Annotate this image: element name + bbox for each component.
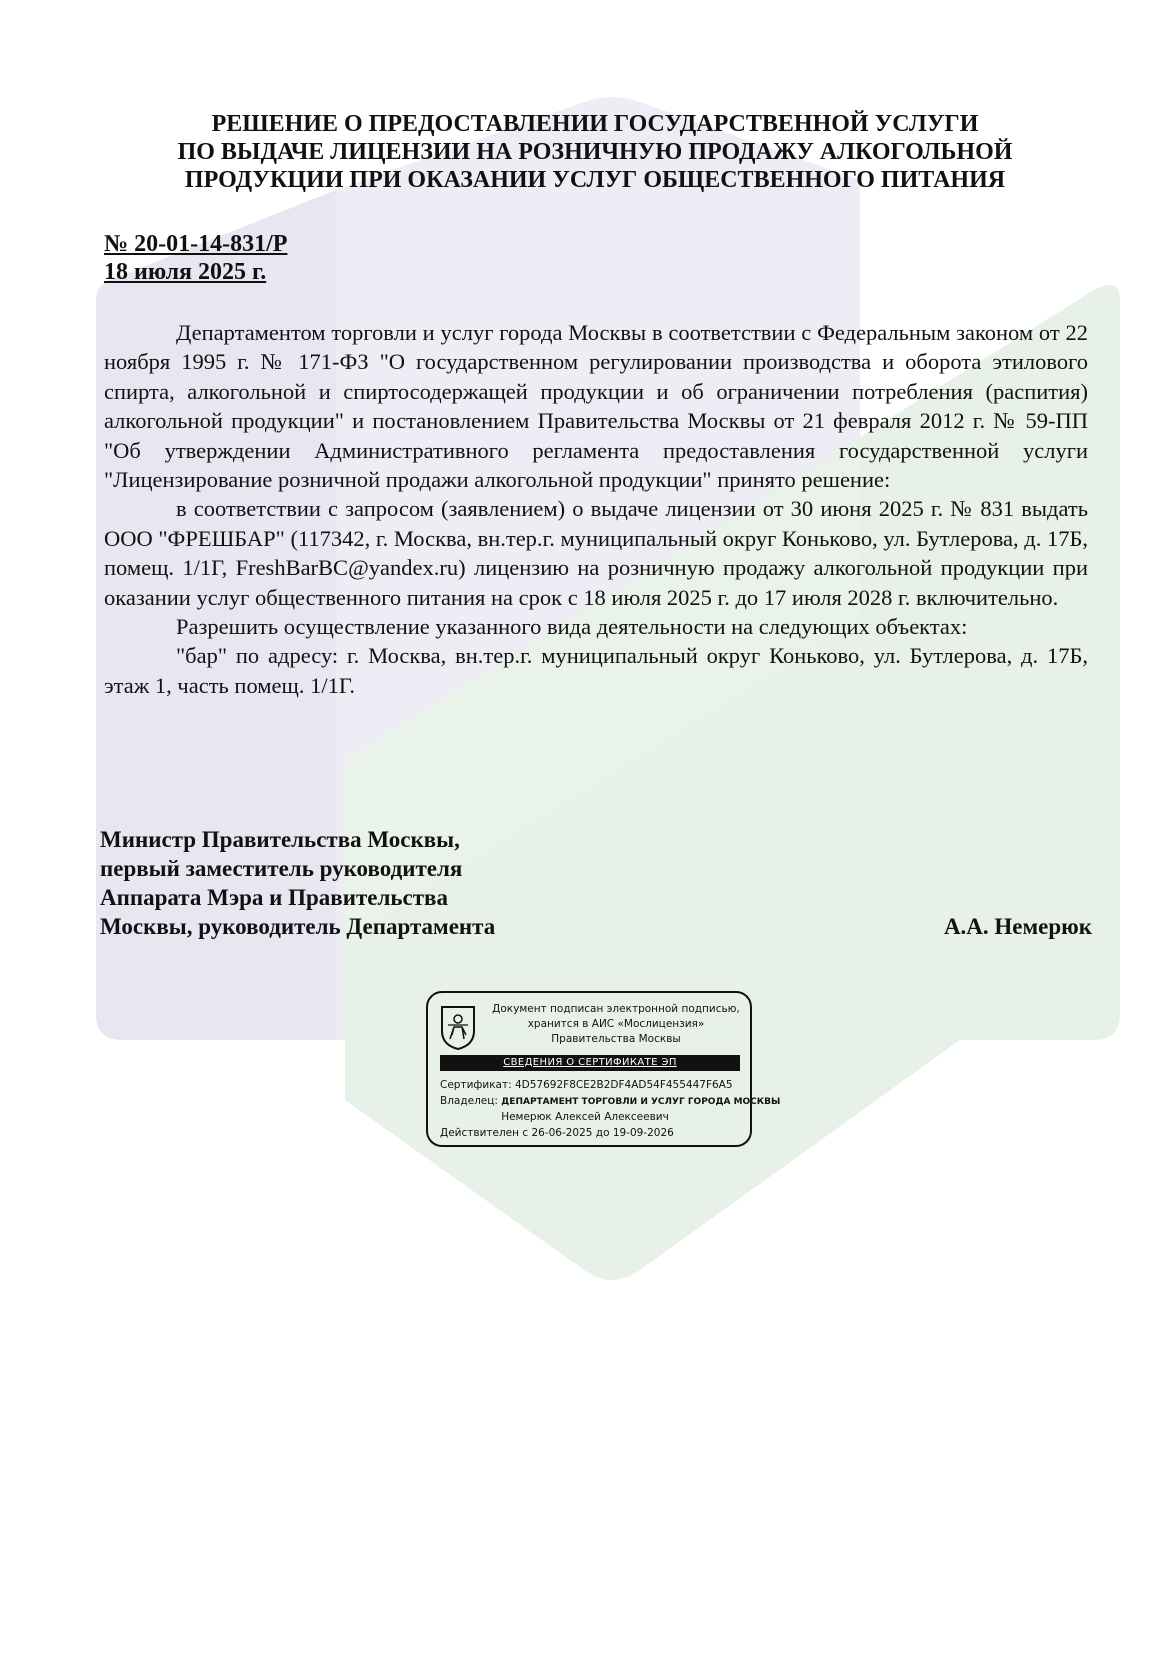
stamp-cert-value: 4D57692F8CE2B2DF4AD54F455447F6A5	[514, 1079, 733, 1091]
body-paragraph: в соответствии с запросом (заявлением) о выдаче лицензии от 30 июня 2025 г. № 831 выдать ООО "ФРЕШБАР" (117342, г. Москва, вн.тер.г. муниципальный округ Коньково, ул. Бутлерова, д. 17Б, помещ. 1/1Г, FreshBarBC@yandex.ru) лицензию на розничную продажу алкогольной продукции при оказании услуг общественного питания на срок с 18 июля 2025 г. до 17 июля 2028 г. включительно.	[104, 496, 1089, 610]
stamp-bar-label: СВЕДЕНИЯ О СЕРТИФИКАТЕ ЭП	[503, 1057, 677, 1068]
stamp-certificate-bar	[440, 1055, 740, 1071]
stamp-header-line: Правительства Москвы	[551, 1033, 681, 1045]
signatory-line: Москвы, руководитель Департамента	[100, 914, 496, 939]
stamp-header	[486, 1002, 746, 1047]
stamp-owner-label: Владелец:	[440, 1094, 498, 1107]
stamp-header-line: Документ подписан электронной подписью,	[492, 1003, 740, 1015]
body-paragraph: Разрешить осуществление указанного вида деятельности на следующих объектах:	[176, 614, 968, 640]
stamp-owner-row	[440, 1094, 781, 1111]
electronic-signature-stamp	[426, 991, 781, 1147]
signatory-name: А.А. Немерюк	[943, 914, 1092, 939]
body-paragraph: "бар" по адресу: г. Москва, вн.тер.г. муниципальный округ Коньково, ул. Бутлерова, д. 17Б, этаж 1, часть помещ. 1/1Г.	[104, 643, 1088, 698]
stamp-cert-label: Сертификат:	[440, 1079, 512, 1091]
stamp-header-line: хранится в АИС «Мослицензия»	[527, 1018, 705, 1030]
stamp-cert-row	[440, 1078, 746, 1094]
body-paragraph: Департаментом торговли и услуг города Москвы в соответствии с Федеральным законом от 22 ноября 1995 г. № 171-ФЗ "О государственном регулировании производства и оборота этилового спирта, алкогольной и спиртосодержащей продукции и об ограничении потребления (распития) алкогольной продукции" и постановлением Правительства Москвы от 21 февраля 2012 г. № 59-ПП "Об утверждении Административного регламента предоставления государственной услуги "Лицензирование розничной продажи алкогольной продукции" принято решение:	[104, 320, 1088, 493]
stamp-owner-value: ДЕПАРТАМЕНТ ТОРГОВЛИ И УСЛУГ ГОРОДА МОСКВЫ	[501, 1096, 781, 1107]
document-date: 18 июля 2025 г.	[104, 259, 267, 285]
document-title	[100, 110, 1090, 194]
stamp-details	[440, 1078, 781, 1141]
signatory-line: первый заместитель руководителя	[100, 856, 463, 881]
stamp-validity: Действителен с 26-06-2025 до 19-09-2026	[440, 1126, 674, 1139]
document-number: № 20-01-14-831/Р	[104, 231, 288, 257]
title-line: РЕШЕНИЕ О ПРЕДОСТАВЛЕНИИ ГОСУДАРСТВЕННОЙ УСЛУГИ	[211, 111, 979, 137]
document-meta	[104, 230, 287, 286]
stamp-owner-person: Немерюк Алексей Алексеевич	[501, 1111, 669, 1123]
document-body	[104, 318, 1088, 700]
signatory-position	[100, 825, 495, 941]
title-line: ПО ВЫДАЧЕ ЛИЦЕНЗИИ НА РОЗНИЧНУЮ ПРОДАЖУ АЛКОГОЛЬНОЙ	[177, 139, 1013, 165]
title-line: ПРОДУКЦИИ ПРИ ОКАЗАНИИ УСЛУГ ОБЩЕСТВЕННОГО ПИТАНИЯ	[184, 167, 1006, 193]
signatory-line: Министр Правительства Москвы,	[100, 827, 460, 852]
signatory-line: Аппарата Мэра и Правительства	[100, 885, 448, 910]
moscow-coat-of-arms-icon	[440, 1005, 476, 1051]
